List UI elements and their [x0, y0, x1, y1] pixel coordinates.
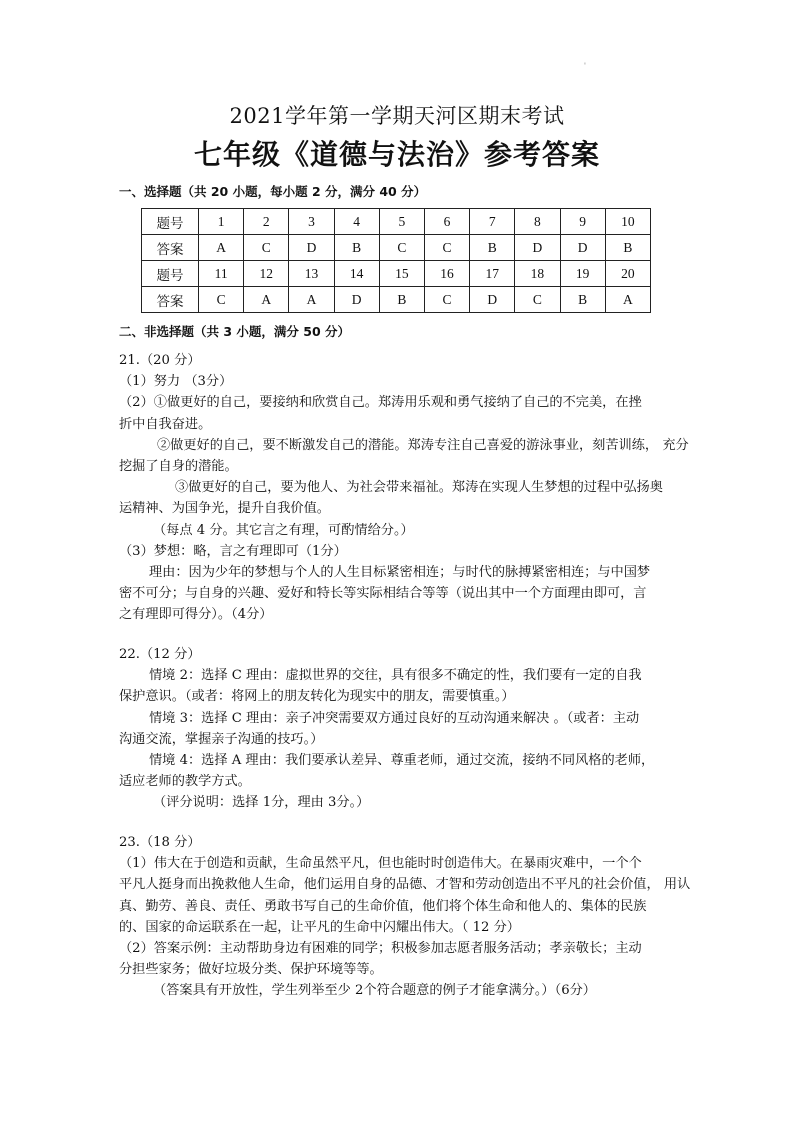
table-cell: B [379, 287, 424, 313]
question-23 [119, 832, 691, 1002]
table-cell: C [379, 235, 424, 261]
table-cell: 20 [605, 261, 650, 287]
answer-line: 折中自我奋进。 [119, 416, 212, 432]
table-cell: B [470, 235, 515, 261]
question-head: 22.（12 分） [119, 647, 201, 662]
table-cell: 13 [289, 261, 334, 287]
table-cell: 6 [424, 209, 469, 235]
table-cell: 1 [199, 209, 244, 235]
table-cell: 7 [470, 209, 515, 235]
table-cell: B [334, 235, 379, 261]
table-cell: 15 [379, 261, 424, 287]
table-cell: 4 [334, 209, 379, 235]
table-row [142, 209, 651, 235]
table-cell: 18 [515, 261, 560, 287]
answer-line: 之有理即可得分）。（4分） [119, 607, 273, 623]
answer-line: 运精神、为国争光，提升自我价值。 [119, 501, 330, 517]
table-cell: D [515, 235, 560, 261]
table-cell: C [424, 287, 469, 313]
table-cell: D [289, 235, 334, 261]
answer-line: （每点 4 分。其它言之有理，可酌情给分。） [153, 522, 414, 538]
table-cell: 10 [605, 209, 650, 235]
answer-line: （评分说明：选择 1分，理由 3分。） [153, 795, 370, 811]
table-cell: D [560, 235, 605, 261]
answer-line: 沟通交流，掌握亲子沟通的技巧。） [119, 731, 324, 747]
answer-line: 情境 2：选择 C 理由：虚拟世界的交往，具有很多不确定的性，我们要有一定的自我 [149, 668, 642, 684]
table-cell: A [199, 235, 244, 261]
answer-line: （3）梦想：略，言之有理即可（1分） [119, 543, 347, 559]
table-row [142, 287, 651, 313]
answer-line: 密不可分；与自身的兴趣、爱好和特长等实际相结合等等（说出其中一个方面理由即可，言 [119, 586, 647, 602]
table-cell: 3 [289, 209, 334, 235]
row-label: 题号 [142, 209, 199, 235]
question-head: 23.（18 分） [119, 835, 201, 850]
row-label: 答案 [142, 235, 199, 261]
answer-line: 保护意识。（或者：将网上的朋友转化为现实中的朋友，需要慎重。） [119, 689, 515, 705]
table-cell: C [424, 235, 469, 261]
answer-line: 挖掘了自身的潜能。 [119, 459, 238, 475]
table-cell: 14 [334, 261, 379, 287]
answer-line: 情境 4：选择 A 理由：我们要承认差异、尊重老师，通过交流，接纳不同风格的老师， [149, 753, 655, 769]
answer-line: 的、国家的命运联系在一起，让平凡的生命中闪耀出伟大。（ 12 分） [119, 919, 520, 935]
table-cell: 11 [199, 261, 244, 287]
table-cell: D [470, 287, 515, 313]
row-label: 答案 [142, 287, 199, 313]
answer-line: （1）努力 （3分） [119, 374, 233, 390]
answer-line: 分担些家务；做好垃圾分类、保护环境等等。 [119, 962, 383, 978]
answer-line: 平凡人挺身而出挽救他人生命，他们运用自身的品德、才智和劳动创造出不平凡的社会价值， 用认 [119, 877, 691, 893]
table-row [142, 261, 651, 287]
page-mark: ' [584, 62, 586, 70]
table-cell: B [605, 235, 650, 261]
row-label: 题号 [142, 261, 199, 287]
section-1-heading: 一、选择题（共 20 小题，每小题 2 分，满分 40 分） [119, 184, 427, 199]
table-cell: C [515, 287, 560, 313]
answer-line: （2）答案示例：主动帮助身边有困难的同学；积极参加志愿者服务活动；孝亲敬长；主动 [119, 941, 642, 957]
question-21 [119, 350, 689, 626]
answer-line: ②做更好的自己，要不断激发自己的潜能。郑涛专注自己喜爱的游泳事业，刻苦训练， 充分 [157, 437, 689, 453]
table-cell: A [244, 287, 289, 313]
answer-line: 理由：因为少年的梦想与个人的人生目标紧密相连；与时代的脉搏紧密相连；与中国梦 [149, 565, 651, 581]
table-cell: 16 [424, 261, 469, 287]
question-22 [119, 644, 679, 814]
section-2-heading: 二、非选择题（共 3 小题，满分 50 分） [119, 324, 351, 339]
table-cell: C [244, 235, 289, 261]
table-cell: A [289, 287, 334, 313]
answer-line: 适应老师的教学方式。 [119, 774, 251, 790]
table-cell: A [605, 287, 650, 313]
answer-table [141, 208, 651, 313]
answer-line: ③做更好的自己，要为他人、为社会带来福祉。郑涛在实现人生梦想的过程中弘扬奥 [175, 480, 663, 496]
table-cell: 17 [470, 261, 515, 287]
table-cell: 19 [560, 261, 605, 287]
table-row [142, 235, 651, 261]
question-head: 21.（20 分） [119, 353, 201, 368]
answer-line: 情境 3：选择 C 理由：亲子冲突需要双方通过良好的互动沟通来解决 。（或者：主动 [149, 710, 640, 726]
table-cell: B [560, 287, 605, 313]
table-cell: 8 [515, 209, 560, 235]
table-cell: 2 [244, 209, 289, 235]
answer-line: （答案具有开放性，学生列举至少 2个符合题意的例子才能拿满分。）（6分） [153, 983, 596, 999]
exam-title: 2021学年第一学期天河区期末考试 [229, 104, 565, 128]
table-cell: 12 [244, 261, 289, 287]
answer-line: （2）①做更好的自己，要接纳和欣赏自己。郑涛用乐观和勇气接纳了自己的不完美，在挫 [119, 395, 642, 411]
table-cell: D [334, 287, 379, 313]
table-cell: C [199, 287, 244, 313]
table-cell: 5 [379, 209, 424, 235]
answer-key-title: 七年级《道德与法治》参考答案 [193, 138, 600, 171]
table-cell: 9 [560, 209, 605, 235]
answer-line: （1）伟大在于创造和贡献，生命虽然平凡，但也能时时创造伟大。在暴雨灾难中，一个个 [119, 856, 642, 872]
answer-line: 真、勤劳、善良、责任、勇敢书写自己的生命价值，他们将个体生命和他人的、集体的民族 [119, 898, 647, 914]
